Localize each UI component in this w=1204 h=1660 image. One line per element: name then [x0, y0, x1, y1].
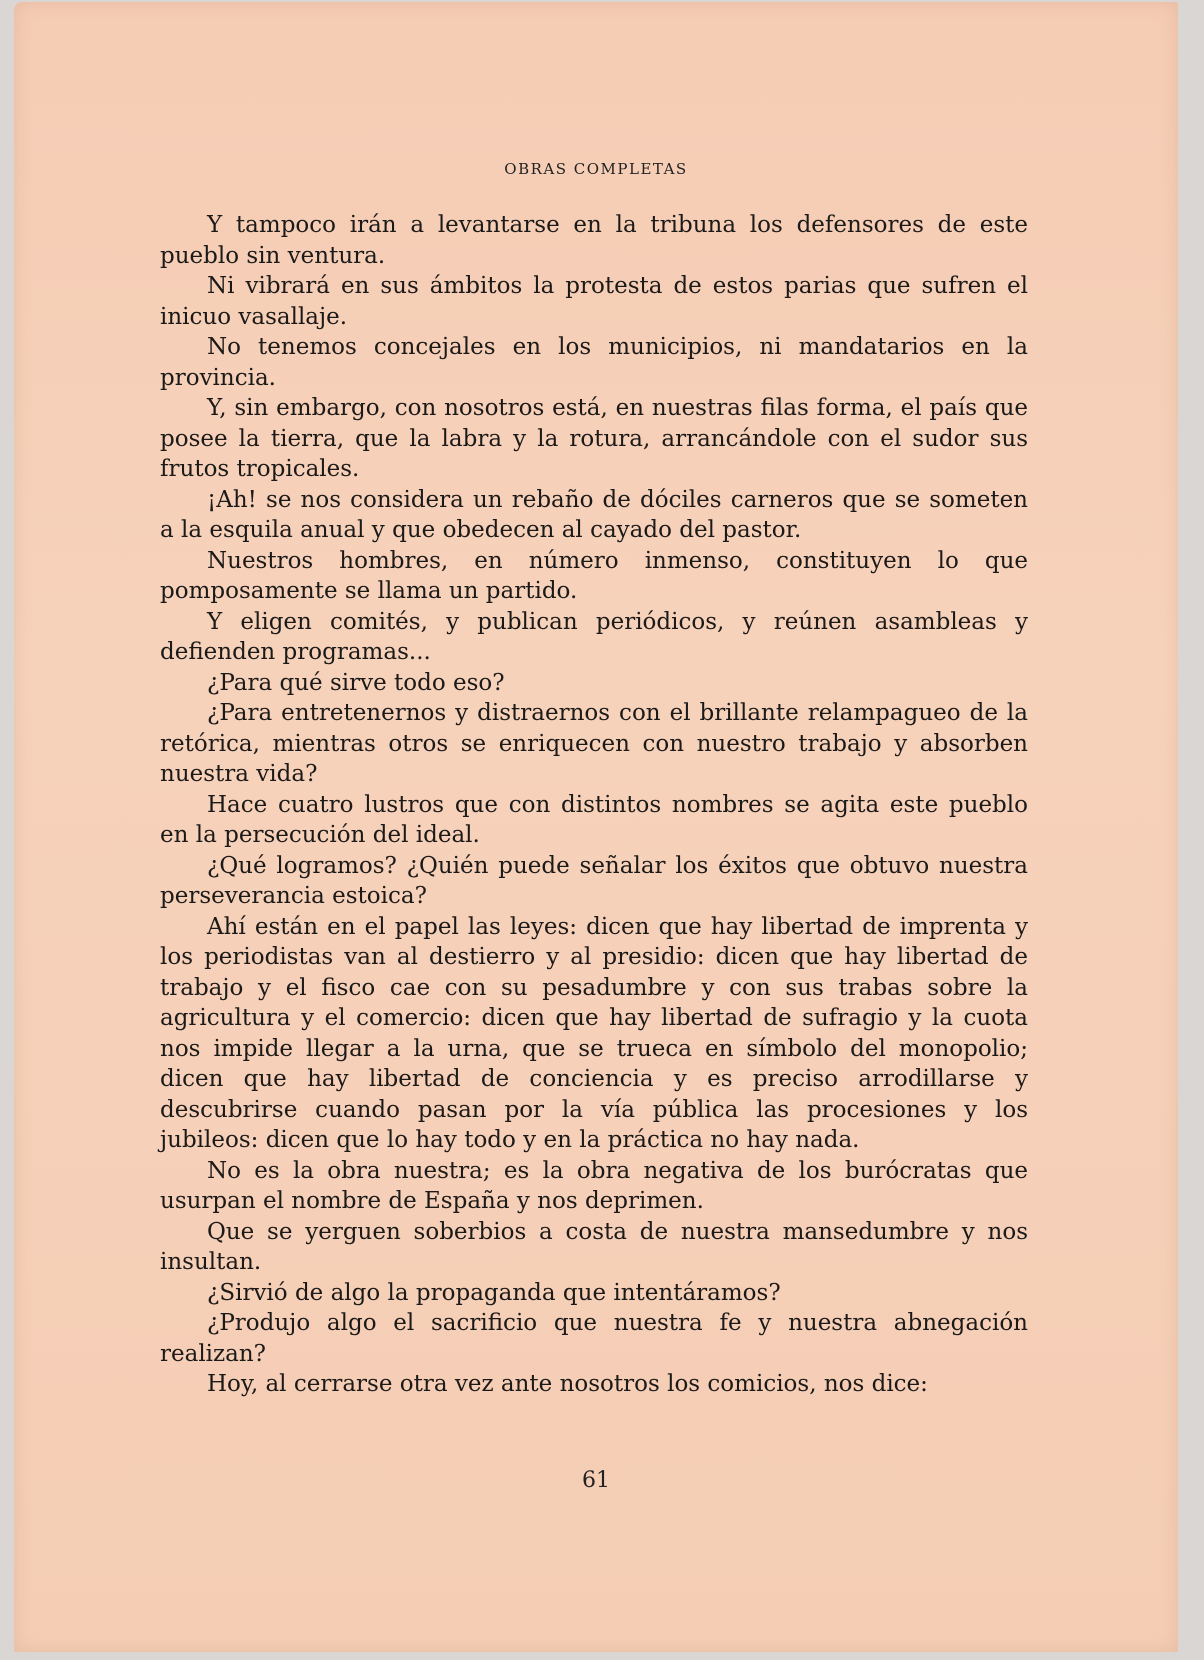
paragraph: No tenemos concejales en los municipios, ni mandatarios en la provincia.	[160, 334, 1028, 391]
paragraph: Y, sin embargo, con nosotros está, en nuestras filas forma, el país que posee la tierra, que la labra y la rotura, arrancándole con el sudor sus frutos tropicales.	[160, 395, 1028, 482]
paragraph: Y tampoco irán a levantarse en la tribuna los defensores de este pueblo sin ventura.	[160, 212, 1028, 269]
paragraph: Y eligen comités, y publican periódicos, y reúnen asambleas y defienden programas...	[160, 608, 1028, 665]
paragraph: Ni vibrará en sus ámbitos la protesta de estos parias que sufren el inicuo vasallaje.	[160, 273, 1028, 330]
paragraph: No es la obra nuestra; es la obra negativa de los burócratas que usurpan el nombre de España y nos deprimen.	[160, 1157, 1028, 1214]
book-page	[14, 2, 1178, 1652]
running-header: OBRAS COMPLETAS	[504, 160, 688, 178]
paragraph: Hoy, al cerrarse otra vez ante nosotros los comicios, nos dice:	[207, 1371, 928, 1397]
body-text	[160, 210, 1028, 1400]
paragraph: ¿Para entretenernos y distraernos con el brillante relampagueo de la retórica, mientras otros se enriquecen con nuestro trabajo y absorben nuestra vida?	[160, 700, 1028, 787]
paragraph: ¿Para qué sirve todo eso?	[207, 669, 505, 696]
paragraph: Ahí están en el papel las leyes: dicen que hay libertad de imprenta y los periodistas van al destierro y al presidio: dicen que hay libertad de trabajo y el fisco cae con su pesadumbre y con sus trabas sobre la agricultura y el comercio: dicen que hay libertad de sufragio y la cuota nos impide llegar a la urna, que se trueca en símbolo del monopolio; dicen que hay libertad de conciencia y es preciso arrodillarse y descubrirse cuando pasan por la vía pública las procesiones y los jubileos: dicen que lo hay todo y en la práctica no hay nada.	[160, 913, 1028, 1153]
paragraph: Hace cuatro lustros que con distintos nombres se agita este pueblo en la persecución del ideal.	[160, 791, 1028, 848]
page-number: 61	[582, 1468, 610, 1493]
paragraph: ¡Ah! se nos considera un rebaño de dóciles carneros que se someten a la esquila anual y que obedecen al cayado del pastor.	[160, 486, 1028, 543]
paragraph: ¿Qué logramos? ¿Quién puede señalar los éxitos que obtuvo nuestra perseverancia estoica?	[160, 852, 1028, 909]
paragraph: ¿Sirvió de algo la propaganda que intentáramos?	[207, 1279, 781, 1306]
paragraph: ¿Produjo algo el sacrificio que nuestra fe y nuestra abnegación realizan?	[160, 1310, 1028, 1367]
paragraph: Nuestros hombres, en número inmenso, constituyen lo que pomposamente se llama un partido.	[160, 547, 1028, 604]
paragraph: Que se yerguen soberbios a costa de nuestra mansedumbre y nos insultan.	[160, 1218, 1028, 1275]
